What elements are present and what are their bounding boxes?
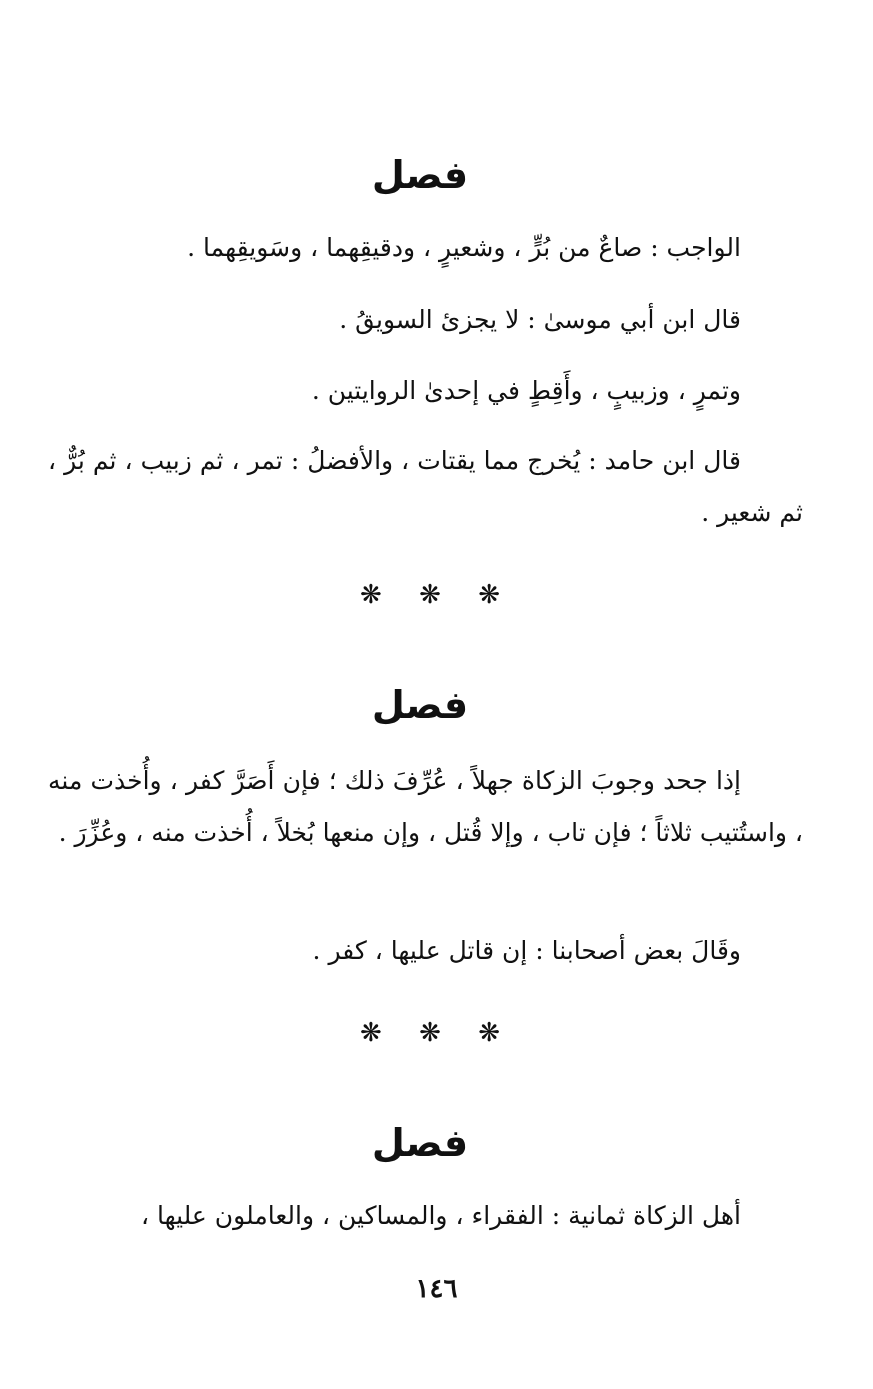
paragraph-1-1: الواجب : صاعٌ من بُرٍّ ، وشعيرٍ ، ودقيقِهما ، وسَويقِهما . xyxy=(187,233,741,262)
paragraph-1-4: قال ابن حامد : يُخرج مما يقتات ، والأفضلُ : تمر ، ثم زبيب ، ثم بُرٌّ ، ثم شعير . xyxy=(48,446,803,527)
paragraph-1-3: وتمرٍ ، وزبيبٍ ، وأَقِطٍ في إحدىٰ الروايتين . xyxy=(311,376,741,405)
section-heading-1: فصل xyxy=(371,153,469,197)
separator-star: ❋ xyxy=(478,1018,500,1048)
separator-star: ❋ xyxy=(360,580,382,610)
section-heading-3: فصل xyxy=(371,1121,469,1165)
paragraph-2-1: إذا جحد وجوبَ الزكاة جهلاً ، عُرِّفَ ذلك ؛ فإن أَصَرَّ كفر ، وأُخذت منه ، واستُتيب ثلاثاً ؛ فإن تاب ، وإلا قُتل ، وإن منعها بُخلاً ، أُخذت منه ، وعُزِّرَ . xyxy=(48,766,803,847)
section-heading-2: فصل xyxy=(371,683,469,727)
separator-star: ❋ xyxy=(419,1018,441,1048)
separator-star: ❋ xyxy=(419,580,441,610)
paragraph-2-2: وقَالَ بعض أصحابنا : إن قاتل عليها ، كفر . xyxy=(312,936,741,965)
paragraph-1-2: قال ابن أبي موسىٰ : لا يجزئ السويقُ . xyxy=(339,305,741,334)
page-number: ١٤٦ xyxy=(415,1274,458,1304)
section-separator-1 xyxy=(360,580,500,610)
paragraph-3-1: أهل الزكاة ثمانية : الفقراء ، والمساكين ، والعاملون عليها ، xyxy=(140,1201,741,1230)
separator-star: ❋ xyxy=(478,580,500,610)
section-separator-2 xyxy=(360,1018,500,1048)
separator-star: ❋ xyxy=(360,1018,382,1048)
